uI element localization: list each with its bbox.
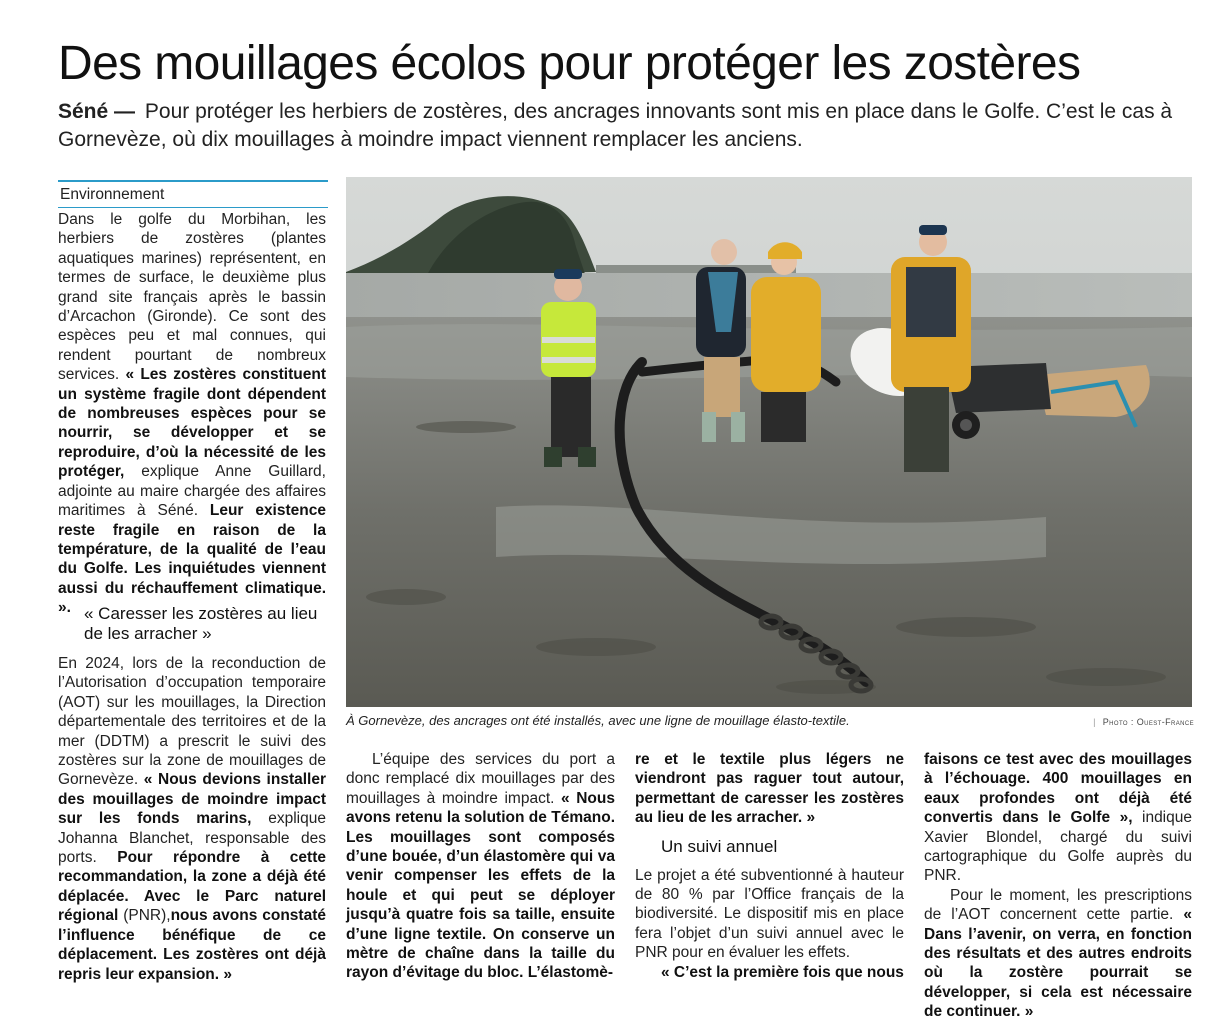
credit-separator: |: [1093, 717, 1096, 727]
paragraph: [924, 886, 1192, 1022]
column-1-continued: [58, 654, 326, 984]
text-run: Dans le golfe du Morbihan, les herbiers de zostères (plantes aquatiques marines) représentent, en termes de surface, le deuxième plus grand site français après le bassin d’Arcachon (Gironde). Ce sont des espèces peu et mal connues, qui rendent pourtant de nombreux services.: [58, 211, 326, 384]
lede-place: Séné: [58, 100, 109, 123]
column-1: [58, 210, 326, 618]
headline: Des mouillages écolos pour protéger les zostères: [58, 37, 1081, 90]
photo-illustration: [346, 177, 1192, 707]
paragraph: [635, 750, 904, 828]
quote-run: « C’est la première fois que nous: [661, 963, 904, 981]
credit-text: Photo : Ouest-France: [1102, 717, 1194, 727]
paragraph: [346, 750, 615, 983]
quote-run: Leur existence reste fragile en raison de la température, de la qualité de l’eau du Golfe. Les inquiétudes viennent aussi du réchauffement climatique. ».: [58, 502, 326, 617]
text-run: Le projet a été subventionné à hauteur de 80 % par l’Office français de la biodiversité. Le dispositif mis en place fera l’objet d’un suivi annuel avec le PNR pour en évaluer les effets.: [635, 866, 904, 962]
paragraph: [924, 750, 1192, 886]
paragraph: [58, 210, 326, 618]
intertitle-2: Un suivi annuel: [661, 836, 778, 856]
text-run: (PNR),: [123, 907, 171, 925]
text-run: indique Xavier Blondel, chargé du suivi cartographique du Golfe auprès du PNR.: [924, 809, 1192, 885]
column-3: [635, 750, 904, 982]
text-run: explique Johanna Blanchet, responsable des ports.: [58, 810, 326, 867]
paragraph: [635, 963, 904, 982]
lede: [58, 98, 1178, 154]
quote-run: Pour répondre à cette recommandation, la zone a déjà été déplacée. Avec le Parc naturel régional: [58, 849, 326, 925]
quote-run: « Les zostères constituent un système fragile dont dépendent de nombreuses espèces pour se nourrir, se développer et se reproduire, d’où la nécessité de les protéger,: [58, 366, 326, 481]
photo-caption: À Gornevèze, des ancrages ont été installés, avec une ligne de mouillage élasto-textile.: [346, 713, 850, 728]
section-rubric: Environnement: [58, 180, 328, 208]
quote-run: nous avons constaté l’influence bénéfique de ce déplacement. Les zostères ont déjà repris leur expansion. »: [58, 907, 326, 983]
paragraph: [58, 654, 326, 984]
text-run: L’équipe des services du port a donc remplacé dix mouillages par des mouillages à moindre impact.: [346, 751, 615, 807]
quote-run: re et le textile plus légers ne viendront pas raguer tout autour, permettant de caresser les zostères au lieu de les arracher. »: [635, 751, 904, 827]
quote-run: « Dans l’avenir, on verra, en fonction des résultats et des autres endroits où la zostère pourrait se développer, si cela est nécessaire de continuer. »: [924, 906, 1192, 1021]
quote-run: « Nous avons retenu la solution de Témano. Les mouillages sont composés d’une bouée, d’un élastomère qui va venir compenser les effets de la houle et qui peut se déployer jusqu’à quatre fois sa taille, ensuite d’une ligne textile. On conserve un mètre de chaîne dans la taille du rayon d’évitage du bloc. L’élastomè-: [346, 789, 615, 982]
article-photo: [346, 177, 1192, 707]
text-run: Pour le moment, les prescriptions de l’AOT concernent cette partie.: [924, 886, 1192, 924]
intertitle-1: « Caresser les zostères au lieu de les arracher »: [84, 604, 318, 643]
text-run: En 2024, lors de la reconduction de l’Autorisation d’occupation temporaire (AOT) sur les mouillages, la Direction départementale des territoires et de la mer (DDTM) a prescrit le suivi des zostères sur la zone de mouillages de Gornevèze.: [58, 655, 326, 789]
paragraph: [635, 866, 904, 963]
quote-run: faisons ce test avec des mouillages à l’échouage. 400 mouillages en eaux profondes ont déjà été convertis dans le Golfe »,: [924, 751, 1192, 827]
photo-credit: [1084, 716, 1194, 728]
quote-run: « Nous devions installer des mouillages de moindre impact sur les fonds marins,: [58, 771, 326, 828]
lede-text: Pour protéger les herbiers de zostères, des ancrages innovants sont mis en place dans le Golfe. C’est le cas à Gornevèze, où dix mouillages à moindre impact viennent remplacer les anciens.: [58, 100, 1173, 151]
column-2: [346, 750, 615, 983]
lede-dash: —: [114, 100, 136, 123]
column-4: [924, 750, 1192, 1022]
text-run: explique Anne Guillard, adjointe au maire chargée des affaires maritimes à Séné.: [58, 463, 326, 520]
